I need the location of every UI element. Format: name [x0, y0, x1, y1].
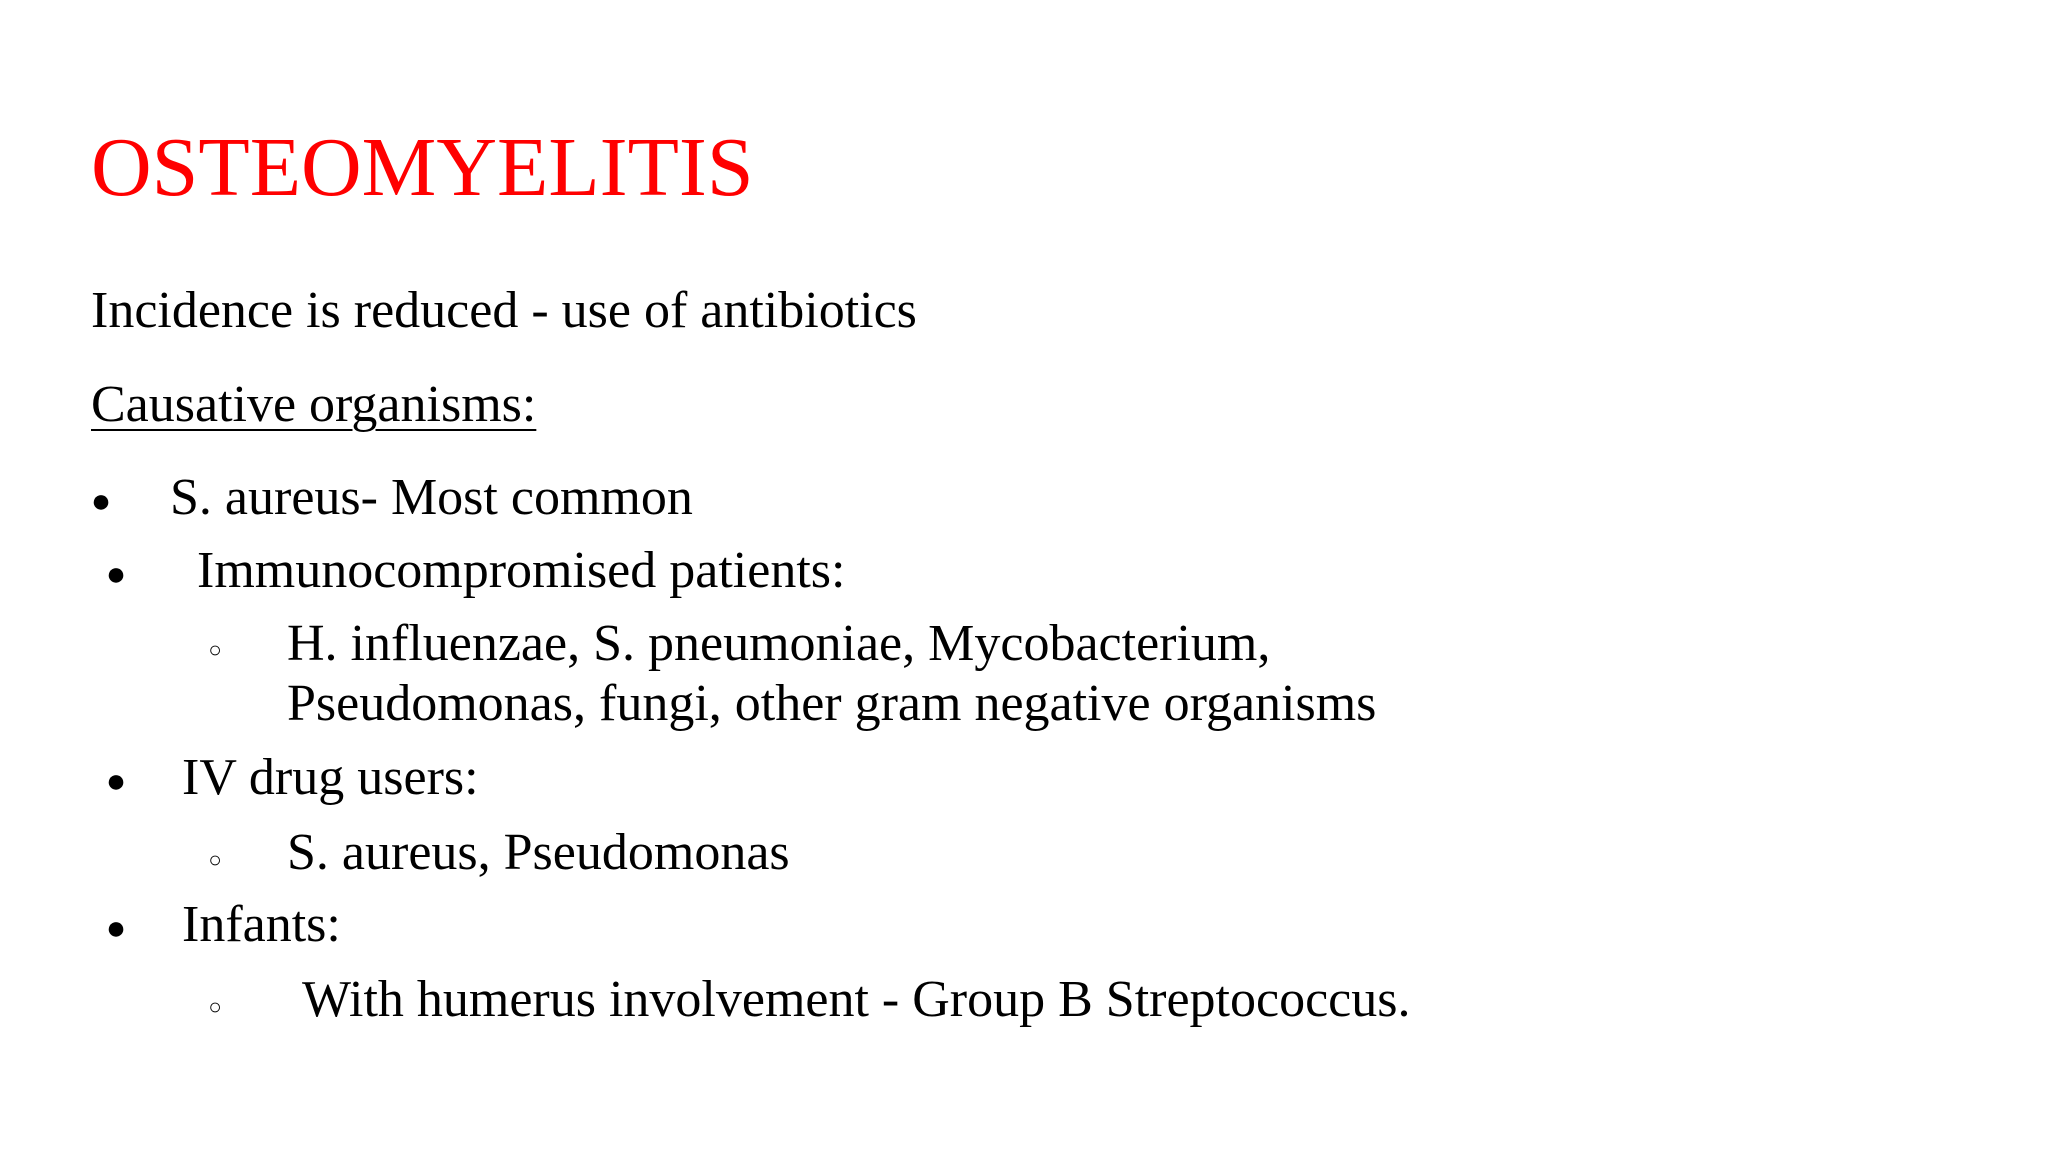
sub-item-infant-organisms: With humerus involvement - Group B Streptococcus. [302, 971, 1411, 1028]
causative-organisms-heading: Causative organisms: [91, 376, 537, 433]
list-item-iv-drug-users: IV drug users: [182, 749, 479, 806]
sub-bullet-icon: ○ [208, 994, 222, 1019]
slide-title: OSTEOMYELITIS [91, 121, 754, 214]
intro-text: Incidence is reduced - use of antibiotics [91, 282, 917, 339]
sub-bullet-icon: ○ [208, 637, 222, 662]
bullet-icon: ● [105, 556, 127, 593]
bullet-icon: ● [90, 483, 112, 520]
sub-item-organisms-line-2: Pseudomonas, fungi, other gram negative organisms [287, 675, 1377, 732]
list-item-s-aureus: S. aureus- Most common [170, 469, 693, 526]
sub-bullet-icon: ○ [208, 847, 222, 872]
sub-item-iv-organisms: S. aureus, Pseudomonas [287, 824, 790, 881]
sub-item-organisms-line-1: H. influenzae, S. pneumoniae, Mycobacterium, [287, 615, 1271, 672]
bullet-icon: ● [105, 763, 127, 800]
list-item-immunocompromised: Immunocompromised patients: [197, 542, 846, 599]
list-item-infants: Infants: [182, 896, 341, 953]
bullet-icon: ● [105, 910, 127, 947]
